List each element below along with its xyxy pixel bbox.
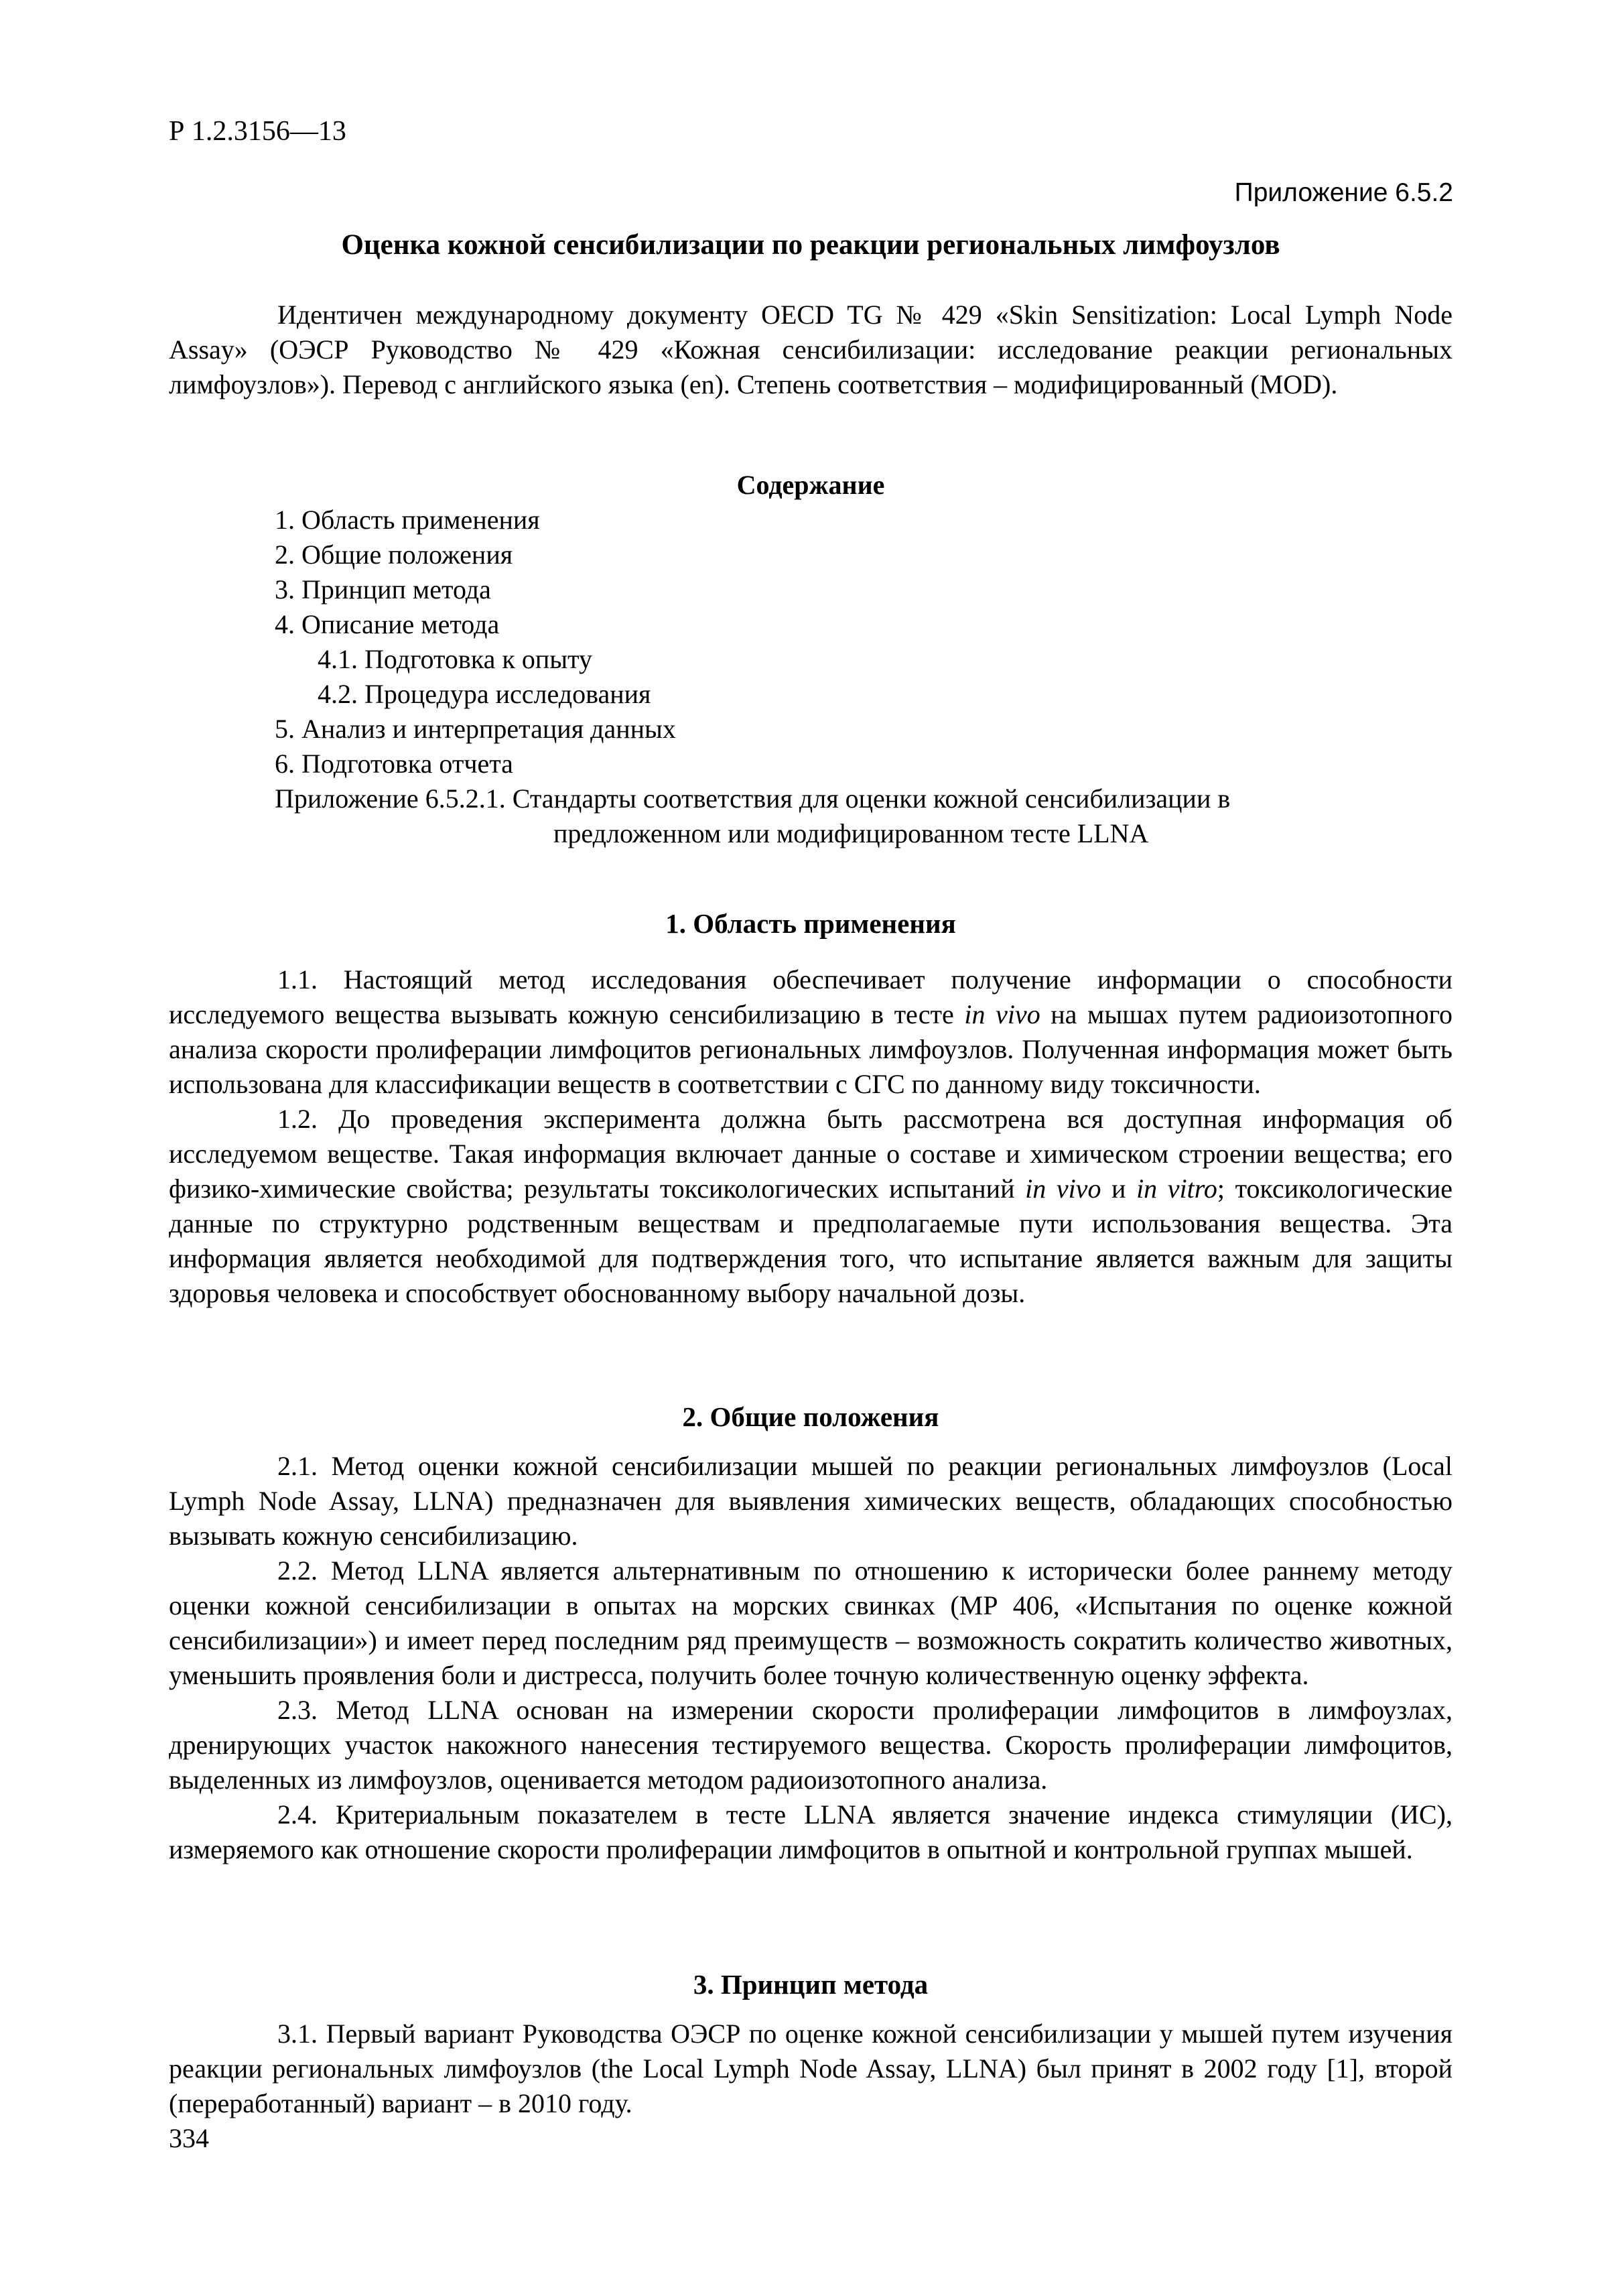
table-of-contents — [275, 503, 1230, 851]
toc-title: Содержание — [736, 470, 885, 500]
section-heading: 2. Общие положения — [682, 1401, 939, 1432]
page-number: 334 — [169, 2123, 209, 2153]
section-heading: 1. Область применения — [665, 908, 956, 939]
toc-subitem: 4.2. Процедура исследования — [318, 679, 651, 709]
paragraph-2-2: 2.2. Метод LLNA является альтернативным по отношению к исторически более раннему методу оценки кожной сенсибилизации в опытах на морских свинках (МР 406, «Испытания по оценке кожной сенсибилизации») и имеет перед последним ряд преимуществ – возможность сократить количество животных, уменьшить проявления боли и дистресса, получить более точную количественную оценку эффекта. — [169, 1555, 1452, 1690]
toc-item: 6. Подготовка отчета — [275, 749, 513, 779]
paragraph-2-1: 2.1. Метод оценки кожной сенсибилизации мышей по реакции региональных лимфоузлов (Local Lymph Node Assay, LLNA) предназначен для выявления химических веществ, обладающих способностью вызывать кожную сенсибилизацию. — [169, 1451, 1452, 1551]
document-code: Р 1.2.3156—13 — [169, 116, 346, 147]
toc-item: 1. Область применения — [275, 505, 540, 535]
section-general — [169, 1399, 1452, 1867]
paragraph-1-2: 1.2. До проведения эксперимента должна быть рассмотрена вся доступная информация об исследуемом веществе. Такая информация включает данные о составе и химическом строении вещества; его физико-химические свойства; результаты токсикологических испытаний in vivo и in vitro; токсикологические данные по структурно родственным веществам и предполагаемые пути использования вещества. Эта информация является необходимой для подтверждения того, что испытание является важным для защиты здоровья человека и способствует обоснованному выбору начальной дозы. — [169, 1104, 1452, 1308]
section-scope — [169, 906, 1452, 1311]
toc-item: 5. Анализ и интерпретация данных — [275, 714, 676, 744]
toc-item: 3. Принцип метода — [275, 574, 491, 604]
page-title: Оценка кожной сенсибилизации по реакции региональных лимфоузлов — [341, 229, 1280, 261]
intro-paragraph: Идентичен международному документу OECD TG № 429 «Skin Sensitization: Local Lymph Node Assay» (ОЭСР Руководство № 429 «Кожная сенсибилизации: исследование реакции региональных лимфоузлов»). Перевод с английского языка (en). Степень соответствия – модифицированный (MOD). — [169, 300, 1452, 399]
paragraph-3-1: 3.1. Первый вариант Руководства ОЭСР по оценке кожной сенсибилизации у мышей путем изучения реакции региональных лимфоузлов (the Local Lymph Node Assay, LLNA) был принят в 2002 году [1], второй (переработанный) вариант – в 2010 году. — [169, 2019, 1452, 2118]
section-heading: 3. Принцип метода — [693, 1969, 929, 2000]
toc-item: 4. Описание метода — [275, 609, 500, 639]
toc-item: 2. Общие положения — [275, 539, 513, 570]
appendix-label: Приложение 6.5.2 — [1234, 178, 1453, 207]
paragraph-2-3: 2.3. Метод LLNA основан на измерении скорости пролиферации лимфоцитов в лимфоузлах, дренирующих участок накожного нанесения тестируемого вещества. Скорость пролиферации лимфоцитов, выделенных из лимфоузлов, оценивается методом радиоизотопного анализа. — [169, 1695, 1452, 1795]
toc-subitem: 4.1. Подготовка к опыту — [318, 644, 593, 674]
paragraph-1-1: 1.1. Настоящий метод исследования обеспечивает получение информации о способности исследуемого вещества вызывать кожную сенсибилизацию в тесте in vivo на мышах путем радиоизотопного анализа скорости пролиферации лимфоцитов региональных лимфоузлов. Полученная информация может быть использована для классификации веществ в соответствии с СГС по данному виду токсичности. — [169, 964, 1452, 1099]
toc-item-continuation: предложенном или модифицированном тесте LLNA — [553, 818, 1149, 848]
paragraph-2-4: 2.4. Критериальным показателем в тесте LLNA является значение индекса стимуляции (ИС), измеряемого как отношение скорости пролиферации лимфоцитов в опытной и контрольной группах мышей. — [169, 1799, 1452, 1864]
toc-item: Приложение 6.5.2.1. Стандарты соответствия для оценки кожной сенсибилизации в — [275, 783, 1231, 814]
section-principle — [169, 1967, 1452, 2121]
